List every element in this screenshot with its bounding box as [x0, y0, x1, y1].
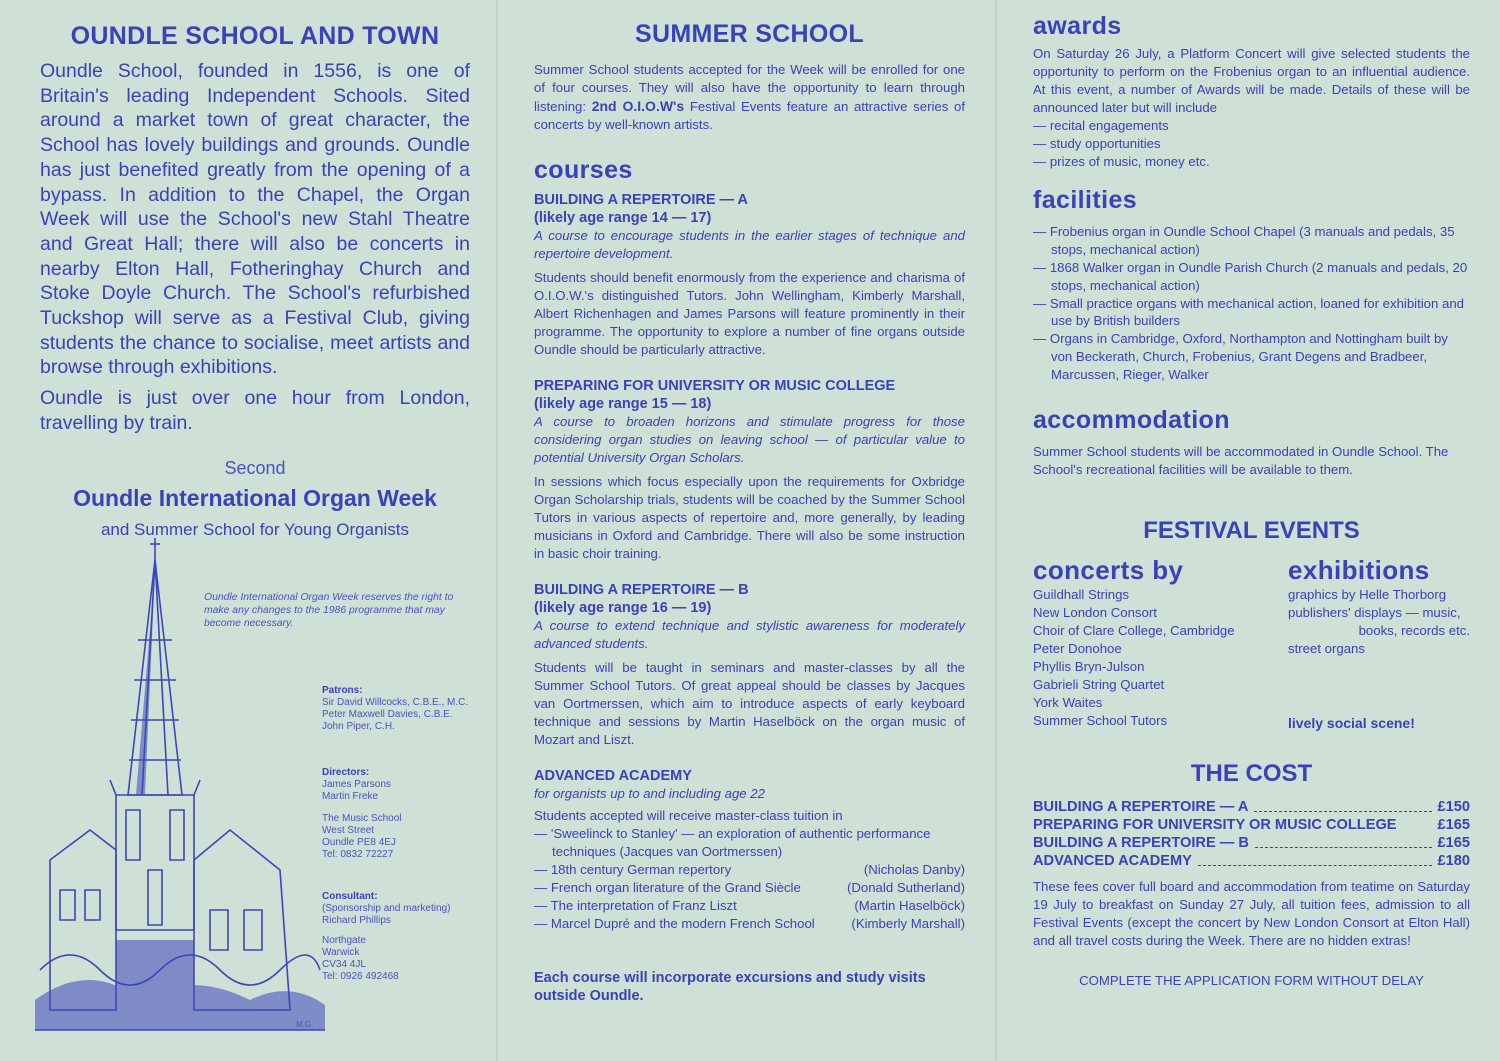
- cost-price-3: £165: [1437, 834, 1470, 851]
- oundle-intro: Oundle School, founded in 1556, is one of Britain's leading Independent Schools. Sited around a market town of great character, the School has lovely buildings and grounds. Oundle has just benefited greatly from the opening of a bypass. In addition to the Chapel, the Organ Week will use the School's new Stahl Theatre and Great Hall; there will also be concerts in nearby Elton Hall, Fotheringhay Church and Stoke Doyle Church. The School's refurbished Tuckshop will serve as a Festival Club, giving students the chance to socialise, meet artists and browse through exhibitions.: [40, 60, 470, 379]
- consultant-address-2: Warwick: [322, 947, 360, 958]
- course-uni-desc: A course to broaden horizons and stimulate progress for those considering organ studies on leaving school — of particular value to potential University Organ Scholars.: [534, 414, 965, 465]
- school-address-1: The Music School: [322, 813, 402, 824]
- intro-text-c: Festival Events feature an attractive series of concerts by well-known artists.: [534, 99, 965, 132]
- list-item: — Frobenius organ in Oundle School Chapel (3 manuals and pedals, 35 stops, mechanical action): [1033, 224, 1455, 258]
- oundle-title: OUNDLE SCHOOL AND TOWN: [70, 22, 440, 50]
- list-item: — Organs in Cambridge, Oxford, Northampton and Nottingham built by von Beckerath, Church, Frobenius, Grant Degens and Bradbeer, Marcussen, Rieger, Walker: [1033, 331, 1448, 382]
- consultant-block: [322, 891, 450, 983]
- awards-body: On Saturday 26 July, a Platform Concert will give selected students the opportunity to perform on the Frobenius organ to an influential audience. At this event, a number of Awards will be made. Details of these will be announced later but will include: [1033, 46, 1470, 115]
- consultant-address-3: CV34 4JL: [322, 959, 366, 970]
- directors-label: Directors:: [322, 767, 370, 778]
- programme-disclaimer: Oundle International Organ Week reserves the right to make any changes to the 1986 programme that may become necessary.: [204, 592, 454, 629]
- festival-columns: [1033, 555, 1470, 732]
- oundle-travel: Oundle is just over one hour from London, travelling by train.: [40, 387, 470, 434]
- exhibitions-heading: exhibitions: [1288, 554, 1430, 585]
- patron-1: Sir David Willcocks, C.B.E., M.C.: [322, 697, 469, 708]
- academy-tutor-1: (Jacques van Oortmerssen): [619, 844, 783, 859]
- cost-row: [1033, 852, 1470, 870]
- academy-item: [534, 861, 965, 879]
- intro-text-a: Summer School students accepted for the Week will be enrolled for one of four courses. They will also have the opportunity to learn through listening:: [534, 62, 965, 114]
- concerts-column: [1033, 555, 1281, 732]
- patron-3: John Piper, C.H.: [322, 721, 395, 732]
- academy-item: [534, 825, 965, 861]
- cost-row: [1033, 798, 1470, 816]
- school-address-3: Oundle PE8 4EJ: [322, 837, 396, 848]
- concert-6: Gabrieli String Quartet: [1033, 676, 1165, 692]
- exhibition-2-cont: books, records etc.: [1358, 622, 1470, 638]
- cost-name-2: PREPARING FOR UNIVERSITY OR MUSIC COLLEGE: [1033, 816, 1397, 833]
- facilities-heading: facilities: [1033, 186, 1138, 215]
- accommodation-heading: accommodation: [1033, 405, 1230, 434]
- academy-topic-4: — The interpretation of Franz Liszt: [534, 898, 737, 913]
- director-1: James Parsons: [322, 779, 391, 790]
- festival-events-heading: FESTIVAL EVENTS: [1143, 516, 1360, 544]
- second-label: Second: [224, 457, 286, 478]
- summer-school-title: SUMMER SCHOOL: [635, 20, 864, 48]
- concert-8: Summer School Tutors: [1033, 712, 1168, 728]
- course-b-age: (likely age range 16 — 19): [534, 600, 712, 616]
- academy-topic-5: — Marcel Dupré and the modern French School: [534, 916, 815, 931]
- academy-topic-1: — 'Sweelinck to Stanley' — an exploration of authentic performance techniques (Jacques van Oortmerssen): [534, 826, 931, 859]
- academy-tutor-4: (Martin Haselböck): [854, 898, 965, 913]
- list-item: — recital engagements: [1033, 118, 1169, 133]
- academy-item: [534, 897, 965, 915]
- concert-2: New London Consort: [1033, 604, 1157, 620]
- cost-name-3: BUILDING A REPERTOIRE — B: [1033, 834, 1249, 851]
- academy-tutor-5: (Kimberly Marshall): [851, 916, 965, 931]
- course-a-body: Students should benefit enormously from the experience and charisma of O.I.O.W.'s distinguished Tutors. John Wellingham, Kimberly Marshall, Albert Richenhagen and James Parsons will feature prominently in their programme. The opportunity to explore a number of fine organs outside Oundle should be particularly attractive.: [534, 270, 965, 357]
- academy-tutor-2: (Nicholas Danby): [863, 862, 965, 877]
- course-uni-body: In sessions which focus especially upon the requirements for Oxbridge Organ Scholarship trials, students will be coached by the Summer School Tutors in various aspects of repertoire and, more generally, by leading musicians in Oxford and Cambridge. There will also be some instruction in basic choir training.: [534, 474, 965, 561]
- exhibition-1: graphics by Helle Thorborg: [1288, 586, 1447, 602]
- course-b-title: BUILDING A REPERTOIRE — B: [534, 582, 749, 598]
- patrons-label: Patrons:: [322, 685, 363, 696]
- concert-7: York Waites: [1033, 694, 1103, 710]
- cost-name-4: ADVANCED ACADEMY: [1033, 852, 1192, 869]
- application-cta: COMPLETE THE APPLICATION FORM WITHOUT DELAY: [1079, 972, 1424, 988]
- course-b-body: Students will be taught in seminars and master-classes by all the Summer School Tutors. Of great appeal should be classes by Jacques van Oortmerssen, which aim to introduce aspects of early keyboard technique and sessions by Martin Haselböck on the organ music of Mozart and Liszt.: [534, 660, 965, 747]
- academy-topic-3: — French organ literature of the Grand Siècle: [534, 880, 801, 895]
- panel-summer-school: [498, 0, 995, 1061]
- cost-body: These fees cover full board and accommodation from teatime on Saturday 19 July to breakfast on Sunday 27 July, all tuition fees, admission to all Festival Events (except the concert by New London Consort at Elton Hall) and all travel costs during the Week. There are no hidden extras!: [1033, 878, 1470, 948]
- accommodation-body: Summer School students will be accommodated in Oundle School. The School's recreational facilities will be available to them.: [1033, 443, 1449, 477]
- exhibitions-column: [1288, 555, 1470, 732]
- list-item: — prizes of music, money etc.: [1033, 153, 1210, 169]
- closing-note: Each course will incorporate excursions and study visits outside Oundle.: [534, 970, 926, 1004]
- academy-topic-2: — 18th century German repertory: [534, 862, 732, 877]
- cost-price-2: £165: [1437, 816, 1470, 833]
- event-subtitle: and Summer School for Young Organists: [100, 519, 410, 539]
- awards-heading: awards: [1033, 12, 1122, 40]
- patron-2: Peter Maxwell Davies, C.B.E.: [322, 709, 453, 720]
- list-item: — study opportunities: [1033, 135, 1161, 151]
- academy-tutor-3: (Donald Sutherland): [846, 880, 965, 895]
- list-item: — 1868 Walker organ in Oundle Parish Church (2 manuals and pedals, 20 stops, mechanical action): [1033, 259, 1468, 293]
- consultant-label: Consultant:: [322, 891, 378, 902]
- course-a-title: BUILDING A REPERTOIRE — A: [534, 192, 749, 208]
- concerts-heading: concerts by: [1033, 554, 1184, 585]
- summer-school-intro: [534, 61, 965, 134]
- concert-5: Phyllis Bryn-Julson: [1033, 658, 1145, 674]
- concert-1: Guildhall Strings: [1033, 586, 1130, 602]
- patrons-block: [322, 685, 468, 733]
- directors-block: [322, 767, 401, 861]
- panel-awards-facilities: [997, 0, 1500, 1061]
- event-name: Oundle International Organ Week: [73, 484, 437, 511]
- cost-row: [1033, 816, 1470, 834]
- consultant-role: (Sponsorship and marketing): [322, 903, 451, 914]
- cost-name-1: BUILDING A REPERTOIRE — A: [1033, 798, 1249, 815]
- cost-row: [1033, 834, 1470, 852]
- consultant-address-1: Northgate: [322, 935, 366, 946]
- academy-item: [534, 879, 965, 897]
- school-address-2: West Street: [322, 825, 375, 836]
- artist-initials: M.G.: [296, 1020, 314, 1029]
- cost-price-4: £180: [1437, 852, 1470, 869]
- school-phone: Tel: 0832 72227: [322, 849, 394, 860]
- exhibition-2: publishers' displays — music,: [1288, 604, 1461, 620]
- concert-3: Choir of Clare College, Cambridge: [1033, 622, 1235, 638]
- intro-oiow: 2nd O.I.O.W's: [591, 98, 685, 114]
- course-academy-title: ADVANCED ACADEMY: [534, 768, 692, 784]
- exhibition-3: street organs: [1288, 640, 1365, 656]
- cost-price-1: £150: [1437, 798, 1470, 815]
- concert-4: Peter Donohoe: [1033, 640, 1122, 656]
- awards-list: [1033, 117, 1470, 170]
- consultant-name: Richard Phillips: [322, 915, 391, 926]
- course-b-desc: A course to extend technique and stylistic awareness for moderately advanced students.: [534, 618, 965, 651]
- course-academy-desc: for organists up to and including age 22: [534, 786, 765, 801]
- courses-heading: courses: [534, 156, 633, 184]
- cost-heading: THE COST: [1190, 759, 1313, 787]
- list-item: — Small practice organs with mechanical action, loaned for exhibition and use by British builders: [1033, 295, 1465, 329]
- course-uni-title: PREPARING FOR UNIVERSITY OR MUSIC COLLEGE: [534, 378, 896, 394]
- cost-table: [1033, 798, 1470, 870]
- consultant-phone: Tel: 0926 492468: [322, 971, 399, 982]
- academy-item: [534, 915, 965, 933]
- director-2: Martin Freke: [322, 791, 379, 802]
- course-a-age: (likely age range 14 — 17): [534, 210, 712, 226]
- course-uni-age: (likely age range 15 — 18): [534, 396, 712, 412]
- course-academy-lead: Students accepted will receive master-class tuition in: [534, 808, 843, 823]
- course-a-desc: A course to encourage students in the earlier stages of technique and repertoire development.: [534, 228, 965, 261]
- social-scene: lively social scene!: [1288, 714, 1415, 731]
- facilities-list: [1033, 223, 1470, 383]
